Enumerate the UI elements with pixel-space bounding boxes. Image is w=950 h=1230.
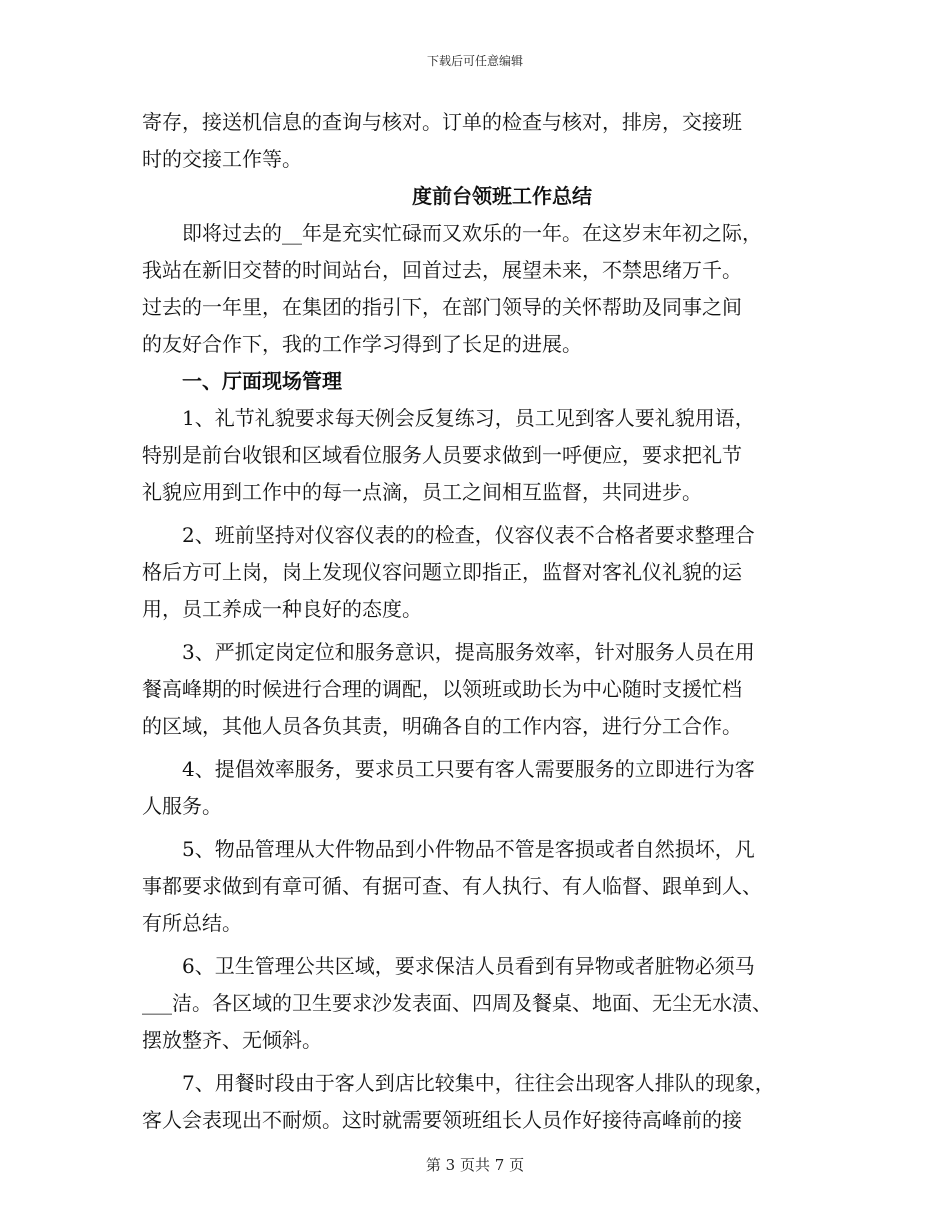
item-line: 1、礼节礼貌要求每天例会反复练习，员工见到客人要礼貌用语， [182, 406, 755, 430]
list-item [142, 831, 822, 942]
opening-line: 我站在新旧交替的时间站台，回首过去，展望未来，不禁思绪万千。 [142, 258, 742, 282]
page-header: 下载后可任意编辑 [426, 54, 523, 68]
item-line: 特别是前台收银和区域看位服务人员要求做到一呼便应，要求把礼节 [142, 443, 742, 467]
list-item [142, 634, 822, 745]
item-line: 用，员工养成一种良好的态度。 [142, 597, 422, 621]
list-item [142, 948, 822, 1059]
list-item [142, 751, 822, 825]
list-item [142, 517, 822, 628]
intro-line: 时的交接工作等。 [142, 147, 302, 171]
opening-line: 过去的一年里，在集团的指引下，在部门领导的关怀帮助及同事之间 [142, 295, 742, 319]
document-body [142, 104, 822, 1139]
item-line: 有所总结。 [142, 911, 242, 935]
item-line: 人服务。 [142, 794, 222, 818]
list-item [142, 400, 822, 511]
item-line: 7、用餐时段由于客人到店比较集中，往往会出现客人排队的现象， [182, 1071, 775, 1095]
item-line: 3、严抓定岗定位和服务意识，提高服务效率，针对服务人员在用 [182, 640, 755, 664]
item-line: 2、班前坚持对仪容仪表的的检查，仪容仪表不合格者要求整理合 [182, 523, 755, 547]
page-footer: 第 3 页共 7 页 [425, 1156, 525, 1174]
section-heading: 一、厅面现场管理 [182, 369, 342, 393]
item-line: 事都要求做到有章可循、有据可查、有人执行、有人临督、跟单到人、 [142, 874, 762, 898]
item-line: 6、卫生管理公共区域，要求保洁人员看到有异物或者脏物必须马 [182, 954, 755, 978]
opening-line: 即将过去的__年是充实忙碌而又欢乐的一年。在这岁末年初之际， [182, 221, 762, 245]
opening-line: 的友好合作下，我的工作学习得到了长足的进展。 [142, 332, 582, 356]
item-line: 格后方可上岗，岗上发现仪容问题立即指正，监督对客礼仪礼貌的运 [142, 560, 742, 584]
item-line: 5、物品管理从大件物品到小件物品不管是客损或者自然损坏，凡 [182, 837, 755, 861]
list-item [142, 1065, 822, 1139]
item-line: 的区域，其他人员各负其责，明确各自的工作内容，进行分工合作。 [142, 714, 742, 738]
item-line: 礼貌应用到工作中的每一点滴，员工之间相互监督，共同进步。 [142, 480, 702, 504]
item-line: ___洁。各区域的卫生要求沙发表面、四周及餐桌、地面、无尘无水渍、 [142, 991, 772, 1015]
item-line: 餐高峰期的时候进行合理的调配，以领班或助长为中心随时支援忙档 [142, 677, 742, 701]
document-title: 度前台领班工作总结 [412, 184, 592, 208]
item-line: 客人会表现出不耐烦。这时就需要领班组长人员作好接待高峰前的接 [142, 1108, 742, 1132]
intro-line: 寄存，接送机信息的查询与核对。订单的检查与核对，排房，交接班 [142, 110, 742, 134]
item-line: 摆放整齐、无倾斜。 [142, 1028, 322, 1052]
item-line: 4、提倡效率服务，要求员工只要有客人需要服务的立即进行为客 [182, 757, 755, 781]
